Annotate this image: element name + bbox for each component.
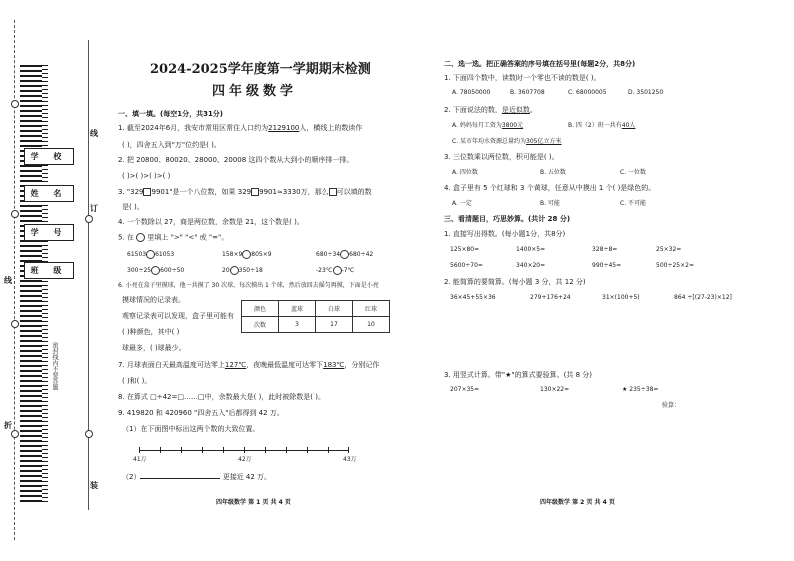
binding-stripes: [20, 62, 42, 502]
table-row: [242, 317, 390, 333]
c1-opt-c: C. 68000005: [568, 89, 607, 96]
table-cell: 次数: [242, 317, 279, 333]
c2-line: 2. 下面说法的数，是近似数。: [444, 106, 537, 114]
school-field-label: 学 校: [24, 148, 74, 165]
c1-opt-d: D. 3501250: [628, 89, 664, 96]
c3-line: 3. 三位数乘以两位数，积可能是( )。: [444, 153, 559, 161]
page-2-footer: 四年级数学 第 2 页 共 4 页: [540, 499, 615, 506]
c2-opt-b: B. 四（2）班一共有40人: [568, 122, 636, 129]
binding-stripes-thin: [42, 62, 48, 502]
d3-item-starred: ★ 235÷38=: [622, 386, 659, 393]
c3-opt-c: C. 一位数: [620, 169, 647, 176]
c1-opt-b: B. 3607708: [510, 89, 545, 96]
fold-char: 折: [4, 421, 12, 430]
c4-opt-b: B. 可能: [540, 200, 560, 207]
c1-opt-a: A. 78050000: [452, 89, 491, 96]
number-line: [139, 450, 349, 451]
c3-opt-b: B. 五位数: [540, 169, 566, 176]
hole-mark: [11, 210, 19, 218]
section-1-title: 一、填一填。(每空1分，共31分): [118, 110, 224, 118]
c4-line: 4. 盒子里有 5 个红球和 3 个黄球，任意从中摸出 1 个( )是绿色的。: [444, 184, 656, 192]
q9-line: 9. 419820 和 420960 "四舍五入"后都得到 42 万。: [118, 409, 284, 417]
q5-row1-a: 61503 61053: [127, 251, 175, 258]
table-cell: 3: [279, 317, 316, 333]
q2-line-b: ( )>( )>( )>( ): [122, 172, 171, 180]
q1-line-a: 1. 截至2024年6月，我安市常用区常住人口约为2129100人，横线上的数读作: [118, 124, 363, 132]
section-2-title: 二、选一选。把正确答案的序号填在括号里(每题2分，共8分): [444, 60, 636, 68]
hole-mark: [11, 100, 19, 108]
q5-row2-b: 20 350÷18: [222, 267, 263, 274]
c4-opt-c: C. 不可能: [620, 200, 647, 207]
c4-opt-a: A. 一定: [452, 200, 472, 207]
c2-opt-c: C. 某市年均水资源总量约为305亿立方米: [452, 138, 562, 145]
q4-line: 4. 一个数除以 27，商是两位数，余数是 21，这个数是( )。: [118, 218, 304, 226]
hole-mark: [11, 320, 19, 328]
compare-circle-icon: [136, 233, 145, 242]
q5-row2-c: -23℃ -7℃: [316, 267, 355, 274]
c1-line: 1. 下面四个数中，读数时一个零也不读的数是( )。: [444, 74, 601, 82]
c3-opt-a: A. 四位数: [452, 169, 478, 176]
table-header-cell: 白球: [316, 301, 353, 317]
q8-line: 8. 在算式 □÷42=□……□中，余数最大是( )，此时被除数是( )。: [118, 393, 325, 401]
q6-line-e: 球最多，( )球最少。: [122, 344, 186, 352]
bind-char-right: 订: [90, 204, 98, 213]
table-header-cell: 蓝球: [279, 301, 316, 317]
c2-opt-a: A. 妈妈每月工资为3800元: [452, 122, 524, 129]
d1-item: 125×80=: [450, 246, 480, 253]
blank-box: [251, 188, 259, 196]
q7-line-a: 7. 月球表面白天最高温度可达零上127℃，夜晚最低温度可达零下183℃，分别记作: [118, 361, 380, 369]
axis-label-43: 43万: [343, 456, 357, 463]
table-cell: 10: [353, 317, 390, 333]
blank-box: [329, 188, 337, 196]
d1-item: 500÷25×2=: [656, 262, 694, 269]
q6-line-d: ( )种颜色，其中( ): [122, 328, 180, 336]
q3-line-a: 3. "329 9901"是一个八位数，如果 329 9901≈3330万，那么 可以填的数: [118, 188, 372, 196]
d3-title: 3. 用竖式计算。带"★"的算式要验算。(共 8 分): [444, 371, 592, 379]
q9-part1: （1）在下面图中标出这两个数的大致位置。: [122, 425, 260, 433]
d2-title: 2. 能简算的要简算。(每小题 3 分，共 12 分): [444, 278, 586, 286]
q5-row1-b: 158×9 805×9: [222, 251, 272, 258]
d3-item: 207×35=: [450, 386, 480, 393]
q7-line-b: ( )和( )。: [122, 377, 152, 385]
q5-row2-a: 300÷25 600÷50: [127, 267, 185, 274]
d1-item: 5600÷70=: [450, 262, 483, 269]
d2-item: 864 ÷[(27-23)×12]: [674, 294, 732, 301]
q2-line-a: 2. 把 20800、80020、28000、20008 这四个数从大到小的顺序排一排。: [118, 156, 354, 164]
q6-line-c: 观察记录表可以发现，盒子里可能有: [122, 312, 234, 320]
axis-label-41: 41万: [133, 456, 147, 463]
d2-item: 31×(100+5): [602, 294, 640, 301]
d3-check-label: 验算：: [662, 402, 681, 409]
exam-subtitle: 四年级数学: [212, 84, 298, 99]
d1-item: 990÷45=: [592, 262, 622, 269]
exam-title: 2024-2025学年度第一学期期末检测: [150, 62, 371, 77]
line-char-right: 线: [90, 129, 98, 138]
q5-row1-c: 680÷34 680÷42: [316, 251, 374, 258]
table-header-cell: 颜色: [242, 301, 279, 317]
d2-item: 36×45+55×36: [450, 294, 496, 301]
axis-label-42: 42万: [238, 456, 252, 463]
number-line-tick: [139, 447, 140, 453]
q5-line: 5. 在 里填上 ">" "<" 或 "="。: [118, 233, 229, 242]
class-field-label: 班 级: [24, 262, 74, 279]
hole-mark: [85, 215, 93, 223]
d1-item: 1400×5=: [516, 246, 546, 253]
hole-mark: [85, 430, 93, 438]
q9-part2: （2） 更接近 42 万。: [122, 473, 272, 481]
seal-char-right: 装: [90, 481, 98, 490]
d1-item: 25×32=: [656, 246, 682, 253]
table-header-cell: 红球: [353, 301, 390, 317]
page-1-footer: 四年级数学 第 1 页 共 4 页: [216, 499, 291, 506]
table-row: [242, 301, 390, 317]
fold-line: [14, 20, 15, 540]
d1-item: 340×20=: [516, 262, 546, 269]
table-cell: 17: [316, 317, 353, 333]
q6-line-a: 6. 小亮在盒子里摸球，他一共摸了 30 次球，每次摸出 1 个球，然后放回去摇匀再摸，下面是小亮: [118, 282, 379, 289]
hole-mark: [11, 430, 19, 438]
d1-title: 1. 直接写出得数。(每小题1分，共8分): [444, 230, 566, 238]
q6-line-b: 摸球情况的记录表。: [122, 296, 185, 304]
q3-line-b: 是( )。: [122, 203, 144, 211]
q1-line-b: ( )，四舍五入到"万"位约是( )。: [122, 141, 221, 149]
line-char: 线: [4, 276, 12, 285]
section-3-title: 三、看清题目，巧思妙算。(共计 28 分): [444, 215, 571, 223]
seal-line: [88, 40, 89, 510]
name-field-label: 姓 名: [24, 185, 74, 202]
d3-item: 130×22=: [540, 386, 570, 393]
ball-tally-table: [241, 300, 390, 333]
student-id-field-label: 学 号: [24, 224, 74, 241]
d2-item: 279+176+24: [530, 294, 571, 301]
no-answer-note: 密封线内不要答题: [51, 342, 58, 390]
binding-strip: [0, 0, 100, 561]
d1-item: 328÷8=: [592, 246, 618, 253]
